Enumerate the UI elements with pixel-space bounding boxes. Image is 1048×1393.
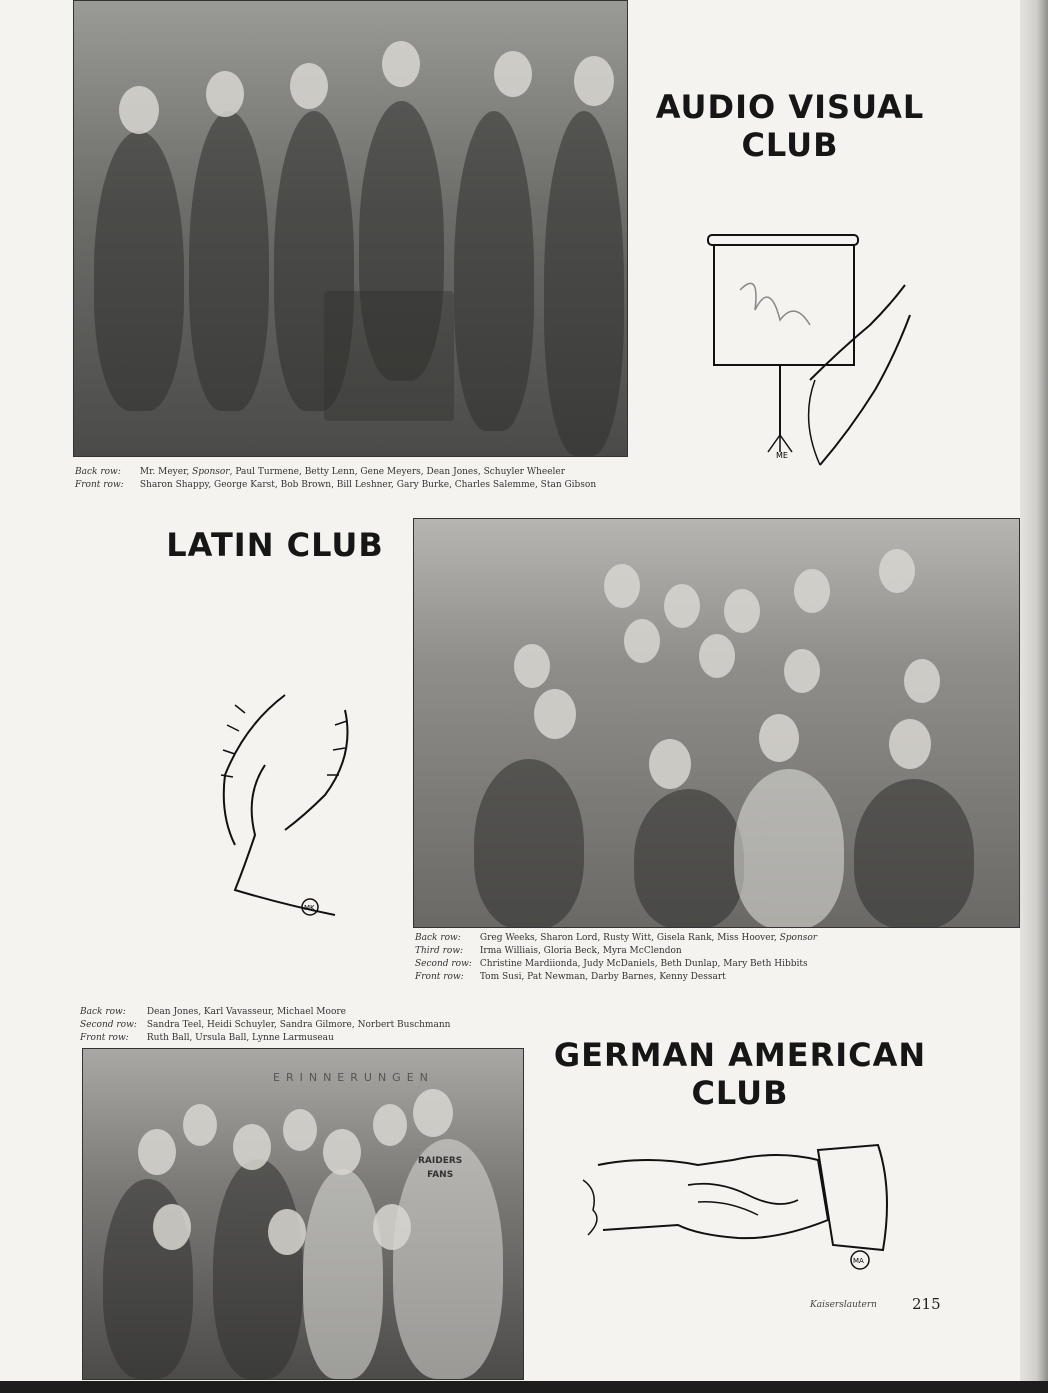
laurel-wreath-drawing [205, 665, 375, 925]
sweatshirt-lettering: RAIDERS FANS [418, 1156, 463, 1180]
caption-line: Back row: Greg Weeks, Sharon Lord, Rusty Witt, Gisela Rank, Miss Hoover, Sponsor [415, 933, 818, 943]
audio-visual-title: AUDIO VISUAL CLUB [655, 88, 925, 165]
page-bottom-edge [0, 1381, 1048, 1393]
caption-line: Third row: Irma Williais, Gloria Beck, Myra McClendon [415, 946, 682, 956]
page-edge-shadow [1020, 0, 1048, 1393]
group-figures [83, 1049, 523, 1379]
handshake-drawing [578, 1140, 908, 1270]
audio-visual-caption [75, 466, 596, 492]
audio-visual-club-photo [73, 0, 628, 457]
projection-screen-drawing [700, 230, 920, 475]
caption-line: Front row: Ruth Ball, Ursula Ball, Lynne Larmuseau [80, 1033, 334, 1043]
caption-line: Second row: Sandra Teel, Heidi Schuyler, Sandra Gilmore, Norbert Buschmann [80, 1020, 451, 1030]
caption-line: Back row: Mr. Meyer, Sponsor, Paul Turmene, Betty Lenn, Gene Meyers, Dean Jones, Schuyler Wheeler [75, 467, 566, 477]
caption-line: Back row: Dean Jones, Karl Vavasseur, Michael Moore [80, 1007, 346, 1017]
german-american-club-photo [82, 1048, 524, 1380]
school-name: Kaiserslautern [810, 1300, 877, 1310]
caption-line: Front row: Tom Susi, Pat Newman, Darby Barnes, Kenny Dessart [415, 972, 726, 982]
caption-line: Second row: Christine Mardiionda, Judy McDaniels, Beth Dunlap, Mary Beth Hibbits [415, 959, 808, 969]
caption-line: Front row: Sharon Shappy, George Karst, Bob Brown, Bill Leshner, Gary Burke, Charles Salemme, Stan Gibson [75, 480, 597, 490]
svg-text:MA: MA [853, 1257, 864, 1265]
erinnerungen-banner: ERINNERUNGEN [273, 1071, 434, 1084]
svg-text:MK: MK [304, 904, 315, 912]
latin-club-title: LATIN CLUB [166, 526, 384, 564]
latin-club-photo [413, 518, 1020, 928]
german-american-caption [80, 1006, 450, 1045]
group-figures [414, 519, 1019, 927]
german-american-title: GERMAN AMERICAN CLUB [553, 1036, 927, 1113]
group-figures [74, 1, 627, 456]
page-number: 215 [912, 1295, 941, 1313]
latin-club-caption [415, 932, 817, 984]
svg-text:ME: ME [776, 451, 788, 460]
